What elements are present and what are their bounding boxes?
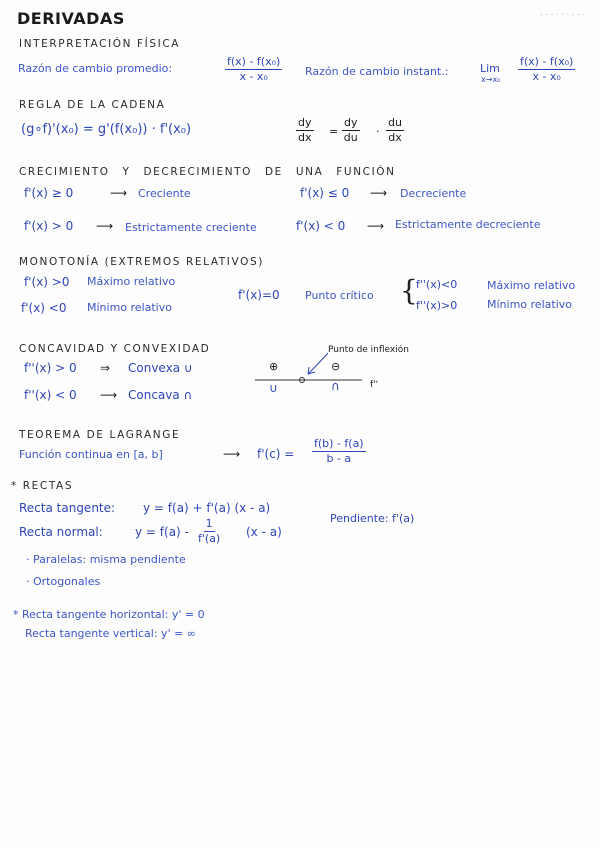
corner-mark: - - - · · · - - · [540,10,585,19]
inflexion-label: Punto de inflexión [328,345,409,355]
crec-text-1: Creciente [138,187,191,200]
mono-c2-formula: f''(x)>0 [416,299,458,312]
lagrange-text: Función continua en [a, b] [19,448,163,461]
heading-interpretacion-fisica: INTERPRETACIÓN FÍSICA [19,38,181,50]
conc-formula-1: f''(x) > 0 [24,361,77,375]
fpp-label: f'' [370,380,379,390]
heading-crecimiento: CRECIMIENTO Y DECRECIMIENTO DE UNA FUNCIÓN [19,166,396,178]
heading-lagrange: TEOREMA DE LAGRANGE [19,429,181,441]
heading-concavidad: CONCAVIDAD Y CONVEXIDAD [19,343,211,355]
cadena-du-dx: $\frac{du}{dx}$ [388,116,402,145]
tangente-label: Recta tangente: [19,501,116,515]
normal-fraction [198,518,220,545]
mono-critico-formula: f'(x)=0 [238,288,280,302]
crec-formula-2: f'(x) > 0 [24,219,74,233]
cadena-dy-du: $\frac{dy}{du}$ [343,116,358,145]
normal-formula-post: (x - a) [246,525,282,539]
crec-text-3: Decreciente [400,187,467,200]
tangente-horizontal: * Recta tangente horizontal: y' = 0 [13,608,205,621]
conc-formula-2: f''(x) < 0 [24,388,77,402]
lagrange-lhs: f'(c) = [257,447,295,461]
tangente-vertical: Recta tangente vertical: y' = ∞ [25,627,196,640]
cadena-formula: (g∘f)'(x₀) = g'(f(x₀)) · f'(x₀) [21,122,192,137]
cap-icon: ∩ [331,379,340,393]
plus-sign-icon: ⊕ [269,360,279,373]
razon-promedio-fraction [225,56,282,83]
razon-instant-fraction [518,56,575,83]
mono-critico-text: Punto crítico [305,289,374,302]
tangente-formula: y = f(a) + f'(a) (x - a) [143,501,271,515]
page-title: DERIVADAS [17,9,125,28]
normal-denominator: f'(a) [198,532,221,546]
razon-instant-label: Razón de cambio instant.: [305,65,449,78]
normal-formula-pre: y = f(a) - [135,525,189,539]
mono-c1-text: Máximo relativo [487,279,576,292]
pendiente-text: Pendiente: f'(a) [330,512,415,525]
minus-sign-icon: ⊖ [331,360,341,373]
razon-promedio-numerator: f(x) - f(x₀) [225,56,282,70]
heading-regla-cadena: REGLA DE LA CADENA [19,99,166,111]
limit-symbol: Lim [480,62,500,75]
cadena-dy-dx: $\frac{dy}{dx}$ [298,116,312,145]
lagrange-denominator: b - a [326,452,352,466]
mono-c1-formula: f''(x)<0 [416,278,458,291]
cup-icon: ∪ [269,381,278,395]
crec-formula-4: f'(x) < 0 [296,219,346,233]
conc-text-2: Concava ∩ [128,388,193,402]
mono-formula-2: f'(x) <0 [21,301,67,315]
razon-instant-denominator: x - x₀ [532,70,561,84]
heading-monotonia: MONOTONÍA (EXTREMOS RELATIVOS) [19,256,264,268]
razon-promedio-denominator: x - x₀ [239,70,268,84]
lagrange-fraction [312,438,366,465]
mono-text-2: Mínimo relativo [87,301,172,314]
lagrange-numerator: f(b) - f(a) [312,438,366,452]
crec-text-4: Estrictamente decreciente [395,218,541,231]
conc-text-1: Convexa ∪ [128,361,193,375]
crec-formula-1: f'(x) ≥ 0 [24,186,74,200]
bullet-ortogonales: · Ortogonales [26,575,101,588]
normal-numerator: 1 [204,518,215,532]
limit-subscript: x→x₀ [481,75,501,84]
mono-text-1: Máximo relativo [87,275,176,288]
bullet-paralelas: · Paralelas: misma pendiente [26,553,186,566]
mono-formula-1: f'(x) >0 [24,275,70,289]
crec-formula-3: f'(x) ≤ 0 [300,186,350,200]
mono-c2-text: Mínimo relativo [487,298,572,311]
brace-icon: { [400,274,418,307]
normal-label: Recta normal: [19,525,103,539]
crec-text-2: Estrictamente creciente [125,221,257,234]
razon-promedio-label: Razón de cambio promedio: [18,62,173,75]
razon-instant-numerator: f(x) - f(x₀) [518,56,575,70]
inflexion-pointer-arrow [308,353,328,374]
heading-rectas: * RECTAS [11,480,74,492]
notes-page: DERIVADAS - - - · · · - - · INTERPRETACIÓN FÍSICA Razón de cambio promedio: $\frac{\text{f(x) - f(x₀)}}{\text{x - x₀}}$ Razón de cambio instant.: Lim x→x₀ $\frac{\text{f(x) - f(x₀)}}{\text{x - x₀}}$ REGLA DE LA CADENA (g∘f)'(x₀) = g'(f(x₀)) · f'(x₀) $\frac{dy}{dx}$ = $\frac{dy}{du}$ · $\frac{du}{dx}$ CRECIMIENTO Y DECRECIMIENTO DE UNA FUNCIÓN f'(x) ≥ 0 ⟶ Creciente f'(x) > 0 ⟶ Estrictamente creciente f'(x) ≤ 0 ⟶ Decreciente f'(x) < 0 ⟶ Estrictamente decreciente MONOTONÍA (EXTREMOS RELATIVOS) f'(x) >0 Máximo relativo f'(x) <0 Mínimo relativo f'(x)=0 Punto crítico { f''(x)<0 Máximo relativo f''(x)>0 Mínimo relativo CONCAVIDAD Y CONVEXIDAD f''(x) > 0 ⇒ Convexa ∪ f''(x) < 0 ⟶ Concava ∩ Punto de inflexión ⊕ ⊖ ∪ ∩ f'' TEOREMA DE LAGRANGE Función continua en [a, b] ⟶ f'(c) = $\frac{f(b) - f(a)}{b - a}$ * RECTAS Recta tangente: y = f(a) + f'(a) (x - a) Recta normal: y = f(a) - $\frac{1}{f'(a)}$ (x - a) Pendiente: f'(a) · Paralelas: misma pendiente · Ortogonales * Recta tangente horizontal: y' = 0 Recta tangente vertical: y' = ∞ [11,9,585,640]
